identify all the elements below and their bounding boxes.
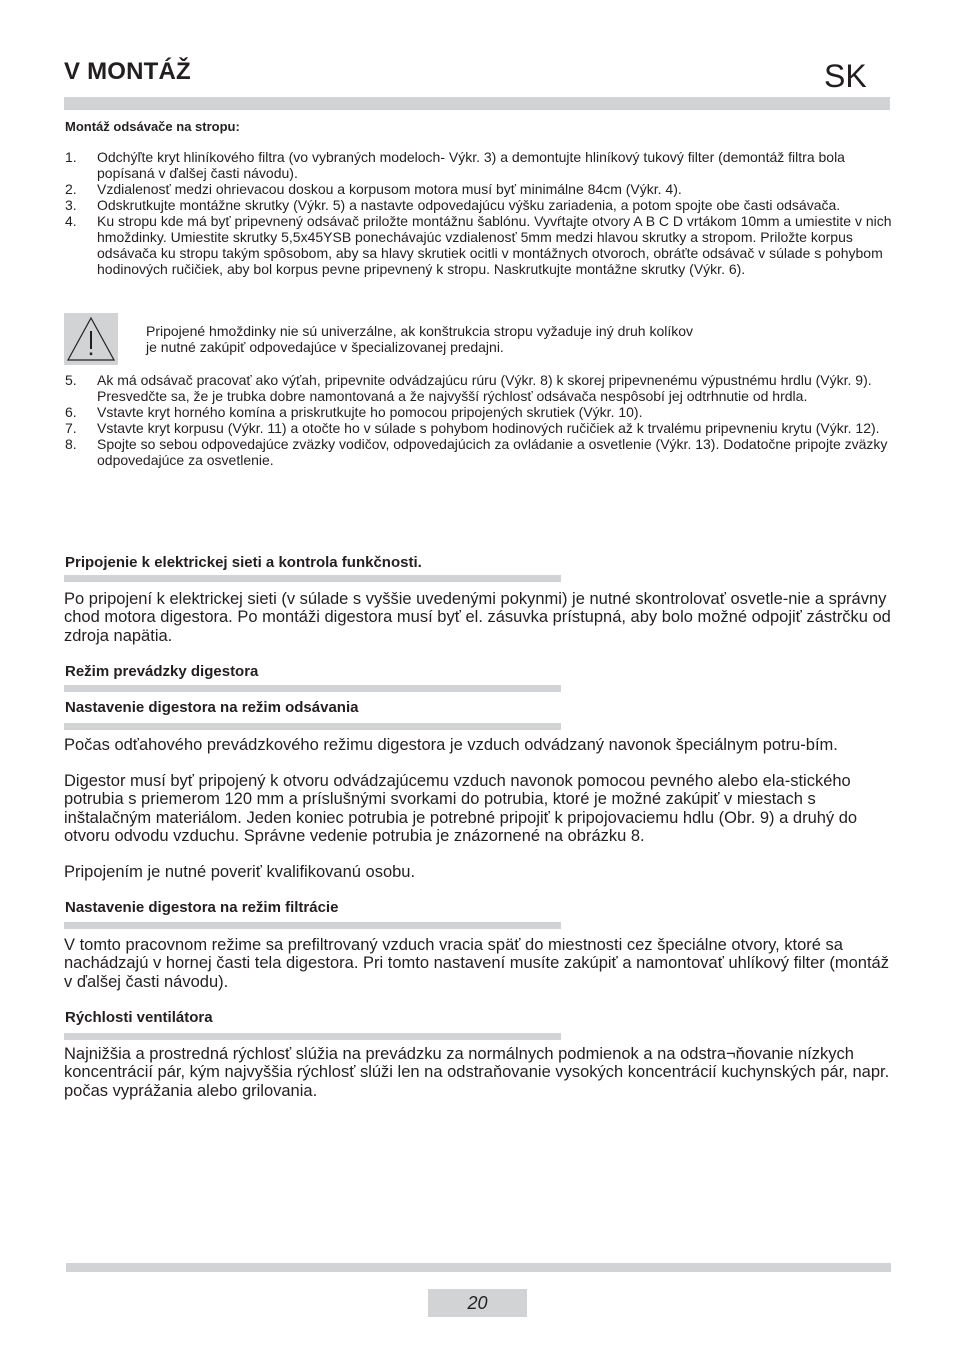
electric-heading: Pripojenie k elektrickej sieti a kontrola funkčnosti. bbox=[65, 554, 422, 571]
filtration-paragraph: V tomto pracovnom režime sa prefiltrovaný vzduch vracia späť do miestnosti cez špeciálne otvory, ktoré sa nachádzajú v hornej časti tela digestora. Pri tomto nastavení musíte zakúpiť a namontovať uhlíkový filter (montáž v ďalšej časti návodu). bbox=[64, 936, 889, 991]
extraction-paragraph-2: Digestor musí byť pripojený k otvoru odvádzajúcemu vzduch navonok pomocou pevného alebo ela-stického potrubia s priemerom 120 mm a príslušnými svorkami do potrubia, ktoré je možné zakúpiť v miestach s inštalačným materiálom. Jeden koniec potrubia je potrebné pripojiť k pripojovaciemu hdlu (Obr. 9) a druhý do otvoru odvodu vzduchu. Správne vedenie potrubia je znázornené na obrázku 8. bbox=[64, 772, 858, 845]
mount-section-label: Montáž odsávače na stropu: bbox=[65, 119, 240, 134]
extraction-heading: Nastavenie digestora na režim odsávania bbox=[65, 699, 359, 716]
list-item: 6. Vstavte kryt horného komína a priskrutkujte ho pomocou pripojených skrutiek (Výkr. 10). bbox=[65, 404, 643, 420]
filtration-heading: Nastavenie digestora na režim filtrácie bbox=[65, 899, 339, 916]
warning-note: Pripojené hmoždinky nie sú univerzálne, ak konštrukcia stropu vyžaduje iný druh kolíkov je nutné zakúpiť odpovedajúce v špecializovanej predajni. bbox=[146, 323, 694, 355]
mount-steps-list-a bbox=[65, 149, 895, 277]
electric-paragraph: Po pripojení k elektrickej sieti (v súlade s vyššie uvedenými pokynmi) je nutné skontrolovať osvetle-nie a správny chod motora digestora. Po montáži digestora musí byť el. zásuvka prístupná, aby bolo možné odpojiť zástrčku od zdroja napätia. bbox=[64, 590, 891, 645]
list-item: 4. Ku stropu kde má byť pripevnený odsávač priložte montážnu šablónu. Vyvŕtajte otvory A B C D vrtákom 10mm a umiestite v nich hmoždinky. Umiestite skrutky 5,5x45YSB ponechávajúc vzdialenosť 5mm medzi hlavou skrutky a stropom. Priložte korpus odsávača ku stropu takým spôsobom, aby sa hlavy skrutiek ocitli v montážnych otvoroch, obráťte odsávač v súlade s pohybom hodinových ručičiek, aby bol korpus pevne pripevnený k stropu. Naskrutkujte montážne skrutky (Výkr. 6). bbox=[65, 213, 892, 277]
page-number: 20 bbox=[428, 1289, 527, 1317]
extraction-paragraph-3: Pripojením je nutné poveriť kvalifikovanú osobu. bbox=[64, 863, 416, 881]
speeds-paragraph: Najnižšia a prostredná rýchlosť slúžia na prevádzku za normálnych podmienok a na odstra¬ňovanie nízkych koncentrácií pár, kým najvyššia rýchlosť slúži len na odstraňovanie vysokých koncentrácií kuchynských pár, napr. počas vyprážania alebo grilovania. bbox=[64, 1045, 890, 1100]
warning-triangle-icon bbox=[64, 313, 118, 365]
list-item: 8. Spojte so sebou odpovedajúce zväzky vodičov, odpovedajúcich za ovládanie a osvetlenie (Výkr. 13). Dodatočne pripojte zväzky odpovedajúce za osvetlenie. bbox=[65, 436, 888, 468]
language-code: SK bbox=[824, 58, 867, 94]
mode-heading: Režim prevádzky digestora bbox=[65, 663, 259, 680]
list-item: 3. Odskrutkujte montážne skrutky (Výkr. 5) a nastavte odpovedajúcu výšku zariadenia, a potom spojte obe časti odsávača. bbox=[65, 197, 841, 213]
extraction-paragraph-1: Počas odťahového prevádzkového režimu digestora je vzduch odvádzaný navonok špeciálnym potru-bím. bbox=[64, 736, 838, 754]
header-divider bbox=[64, 97, 890, 110]
section-divider bbox=[64, 723, 561, 730]
section-divider bbox=[64, 685, 561, 692]
section-divider bbox=[64, 575, 561, 582]
speeds-heading: Rýchlosti ventilátora bbox=[65, 1009, 213, 1026]
footer-divider bbox=[66, 1263, 891, 1272]
section-divider bbox=[64, 922, 561, 929]
page-title: V MONTÁŽ bbox=[64, 58, 191, 85]
section-divider bbox=[64, 1033, 561, 1040]
list-item: 7. Vstavte kryt korpusu (Výkr. 11) a otočte ho v súlade s pohybom hodinových ručičiek až k trvalému pripevneniu krytu (Výkr. 12). bbox=[65, 420, 880, 436]
list-item: 1. Odchýľte kryt hliníkového filtra (vo vybraných modeloch- Výkr. 3) a demontujte hliníkový tukový filter (demontáž filtra bola popísaná v ďalšej časti návodu). bbox=[65, 149, 845, 181]
list-item: 5. Ak má odsávač pracovať ako výťah, pripevnite odvádzajúcu rúru (Výkr. 8) k skorej pripevnenému výpustnému hrdlu (Výkr. 9). Presvedčte sa, že je trubka dobre namontovaná a že najvyšší rýchlosť odsávača nespôsobí jej odtrhnutie od hrdla. bbox=[65, 372, 872, 404]
mount-steps-list-b bbox=[65, 372, 895, 468]
list-item: 2. Vzdialenosť medzi ohrievacou doskou a korpusom motora musí byť minimálne 84cm (Výkr. 4). bbox=[65, 181, 682, 197]
